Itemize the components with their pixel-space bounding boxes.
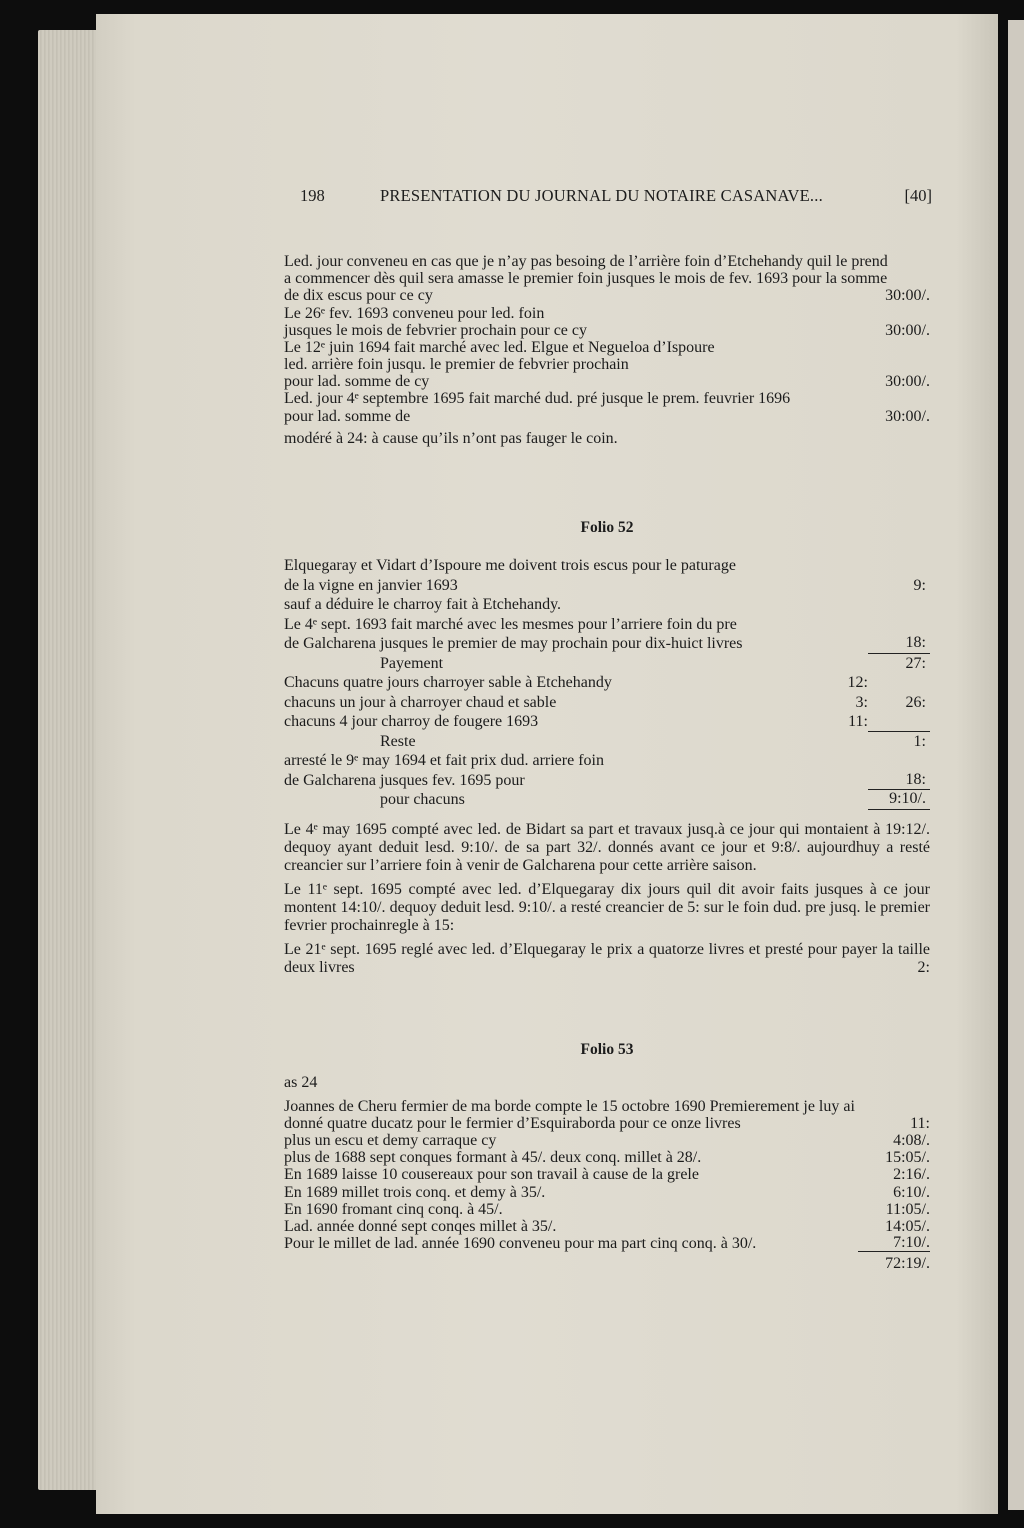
ledger-line: [284, 576, 930, 596]
line-amount: 30:00/.: [885, 373, 930, 391]
total-amount: 26:: [905, 693, 926, 711]
sub-amount: 12:: [847, 674, 868, 691]
line-amount: 30:00/.: [885, 287, 930, 305]
sub-amount: 3:: [855, 693, 868, 711]
total-amount: 18:: [868, 770, 930, 791]
ledger-line: [284, 1074, 930, 1091]
line-text: Le 26ᵉ fev. 1693 conveneu pour led. foin: [284, 304, 545, 322]
line-text: chacuns un jour à charroyer chaud et sable: [284, 693, 557, 711]
ledger-line: [284, 615, 930, 635]
ledger-line: [284, 1132, 930, 1149]
line-text: a commencer dès quil sera amasse le premier foin jusques le mois de fev. 1693 pour la somme: [284, 270, 888, 288]
paragraph-text: Le 11ᵉ sept. 1695 compté avec led. d’Elquegaray dix jours quil dit avoir faits jusques à ce jour montent 14:10/. dequoy deduit lesd. 9:10/. a resté creancier de 5: sur le foin dud. pre jusq. le premier fevrier prochainregle à 15:: [284, 881, 930, 934]
line-text: En 1689 millet trois conq. et demy à 35/.: [284, 1183, 546, 1201]
ledger-line: [284, 1235, 930, 1252]
line-text: Reste: [380, 732, 416, 750]
ledger-line: [284, 1149, 930, 1166]
ledger-line: [284, 732, 930, 752]
line-amount: 4:08/.: [893, 1132, 930, 1150]
ledger-line: [284, 430, 930, 447]
paragraph: [284, 941, 930, 977]
line-amount: 2:16/.: [893, 1166, 930, 1184]
line-text: Payement: [380, 654, 444, 672]
line-text: de Galcharena jusques le premier de may prochain pour dix-huict livres: [284, 635, 743, 652]
total-amount: 18:: [868, 633, 930, 654]
line-amount: 30:00/.: [885, 407, 930, 425]
ledger-line: [284, 391, 930, 408]
line-text: modéré à 24: à cause qu’ils n’ont pas fauger le coin.: [284, 429, 618, 447]
ledger-line: [284, 322, 930, 339]
ledger-line: [284, 771, 930, 791]
total-amount: 27:: [905, 654, 926, 672]
folio-52-heading: Folio 52: [580, 519, 634, 536]
page-edges: [38, 30, 98, 1490]
ledger-line: [284, 654, 930, 674]
ledger-line: [284, 693, 930, 713]
ledger-line: [284, 305, 930, 322]
ledger-line: [284, 790, 930, 810]
line-text: de la vigne en janvier 1693: [284, 576, 458, 594]
line-text: Elquegaray et Vidart d’Ispoure me doivent trois escus pour le paturage: [284, 557, 736, 574]
ledger-line: [284, 1218, 930, 1235]
line-amount: 7:10/.: [858, 1234, 930, 1252]
ledger-line: [284, 1166, 930, 1183]
line-text: En 1690 fromant cinq conq. à 45/.: [284, 1200, 503, 1218]
line-text: jusques le mois de febvrier prochain pour ce cy: [284, 321, 588, 339]
line-amount: 14:05/.: [885, 1217, 930, 1235]
folio-53-heading: Folio 53: [580, 1041, 634, 1058]
entries-section-a: [284, 253, 930, 447]
paragraph-text: Le 4ᵉ may 1695 compté avec led. de Bidart sa part et travaux jusq.à ce jour qui montaient à 19:12/. dequoy ayant deduit lesd. 9:10/. de sa part 32/. donnés avant ce jour et 9:8/. aujourdhuy a resté creancier sur l’arriere foin à venir de Galcharena pour cette arrière saison.: [284, 821, 930, 874]
line-text: Lad. année donné sept conqes millet à 35/.: [284, 1217, 557, 1235]
line-text: Pour le millet de lad. année 1690 conveneu pour ma part cinq conq. à 30/.: [284, 1234, 757, 1252]
ledger-line: [284, 673, 930, 693]
total-amount: [868, 711, 930, 732]
line-amount: 6:10/.: [893, 1183, 930, 1201]
line-text: pour lad. somme de: [284, 407, 411, 425]
ledger-line: [284, 1201, 930, 1218]
line-text: plus un escu et demy carraque cy: [284, 1132, 497, 1150]
paragraph-amount: 2:: [917, 959, 930, 976]
folio-53-ledger: [284, 1074, 930, 1272]
line-text: pour lad. somme de cy: [284, 373, 430, 391]
running-title: PRESENTATION DU JOURNAL DU NOTAIRE CASANAVE...: [380, 186, 823, 205]
line-text: donné quatre ducatz pour le fermier d’Esquiraborda pour ce onze livres: [284, 1115, 741, 1133]
line-text: Joannes de Cheru fermier de ma borde compte le 15 octobre 1690 Premierement je luy ai: [284, 1098, 855, 1116]
ledger-line: [284, 634, 930, 654]
ledger-line: [284, 253, 930, 270]
line-text: En 1689 laisse 10 cousereaux pour son travail à cause de la grele: [284, 1166, 699, 1184]
ledger-line: [284, 270, 930, 287]
line-text: Chacuns quatre jours charroyer sable à Etchehandy: [284, 674, 612, 691]
line-text: Led. jour 4ᵉ septembre 1695 fait marché dud. pré jusque le prem. feuvrier 1696: [284, 390, 791, 408]
line-amount: 72:19/.: [885, 1254, 930, 1272]
line-text: pour chacuns: [380, 791, 465, 808]
next-page-edge: [1008, 20, 1024, 1510]
folio-52-ledger: [284, 556, 930, 810]
line-amount: 30:00/.: [885, 321, 930, 339]
line-text: Le 4ᵉ sept. 1693 fait marché avec les mesmes pour l’arriere foin du pre: [284, 615, 737, 633]
line-amount: 11:05/.: [885, 1200, 930, 1218]
total-amount: 9:: [913, 576, 926, 594]
ledger-line: [284, 1115, 930, 1132]
line-text: Le 12ᵉ juin 1694 fait marché avec led. Elgue et Negueloa d’Ispoure: [284, 338, 715, 356]
ledger-line: [284, 287, 930, 304]
line-text: plus de 1688 sept conques formant à 45/. deux conq. millet à 28/.: [284, 1149, 702, 1167]
ledger-line: [284, 712, 930, 732]
page-number: 198: [300, 186, 325, 205]
running-header: [300, 186, 932, 206]
line-text: de Galcharena jusques fev. 1695 pour: [284, 771, 525, 789]
folio-52-paragraphs: [284, 821, 930, 983]
total-amount: 1:: [913, 732, 926, 750]
ledger-line: [284, 408, 930, 425]
line-text: chacuns 4 jour charroy de fougere 1693: [284, 713, 539, 730]
ledger-line: [284, 373, 930, 390]
line-text: led. arrière foin jusqu. le premier de febvrier prochain: [284, 356, 629, 374]
line-amount: 15:05/.: [885, 1149, 930, 1167]
ledger-line: [284, 356, 930, 373]
page-ref: [40]: [904, 186, 932, 205]
ledger-line: [284, 1184, 930, 1201]
ledger-line: [284, 595, 930, 615]
line-text: as 24: [284, 1074, 318, 1091]
paragraph: [284, 821, 930, 875]
ledger-line: [284, 1098, 930, 1115]
line-text: de dix escus pour ce cy: [284, 287, 433, 305]
line-amount: 11:: [910, 1115, 930, 1133]
line-text: Led. jour conveneu en cas que je n’ay pas besoing de l’arrière foin d’Etchehandy quil le prend: [284, 252, 888, 270]
ledger-line: [284, 751, 930, 771]
line-text: sauf a déduire le charroy fait à Etchehandy.: [284, 596, 562, 613]
sub-amount: 11:: [848, 713, 868, 730]
total-amount: 9:10/.: [868, 789, 930, 810]
paragraph: [284, 881, 930, 935]
line-text: arresté le 9ᵉ may 1694 et fait prix dud. arriere foin: [284, 752, 604, 769]
ledger-line: [284, 556, 930, 576]
ledger-line: [284, 1255, 930, 1272]
paragraph-text: Le 21ᵉ sept. 1695 reglé avec led. d’Elquegaray le prix a quatorze livres et presté pour payer la taille deux livres: [284, 941, 930, 976]
ledger-line: [284, 339, 930, 356]
